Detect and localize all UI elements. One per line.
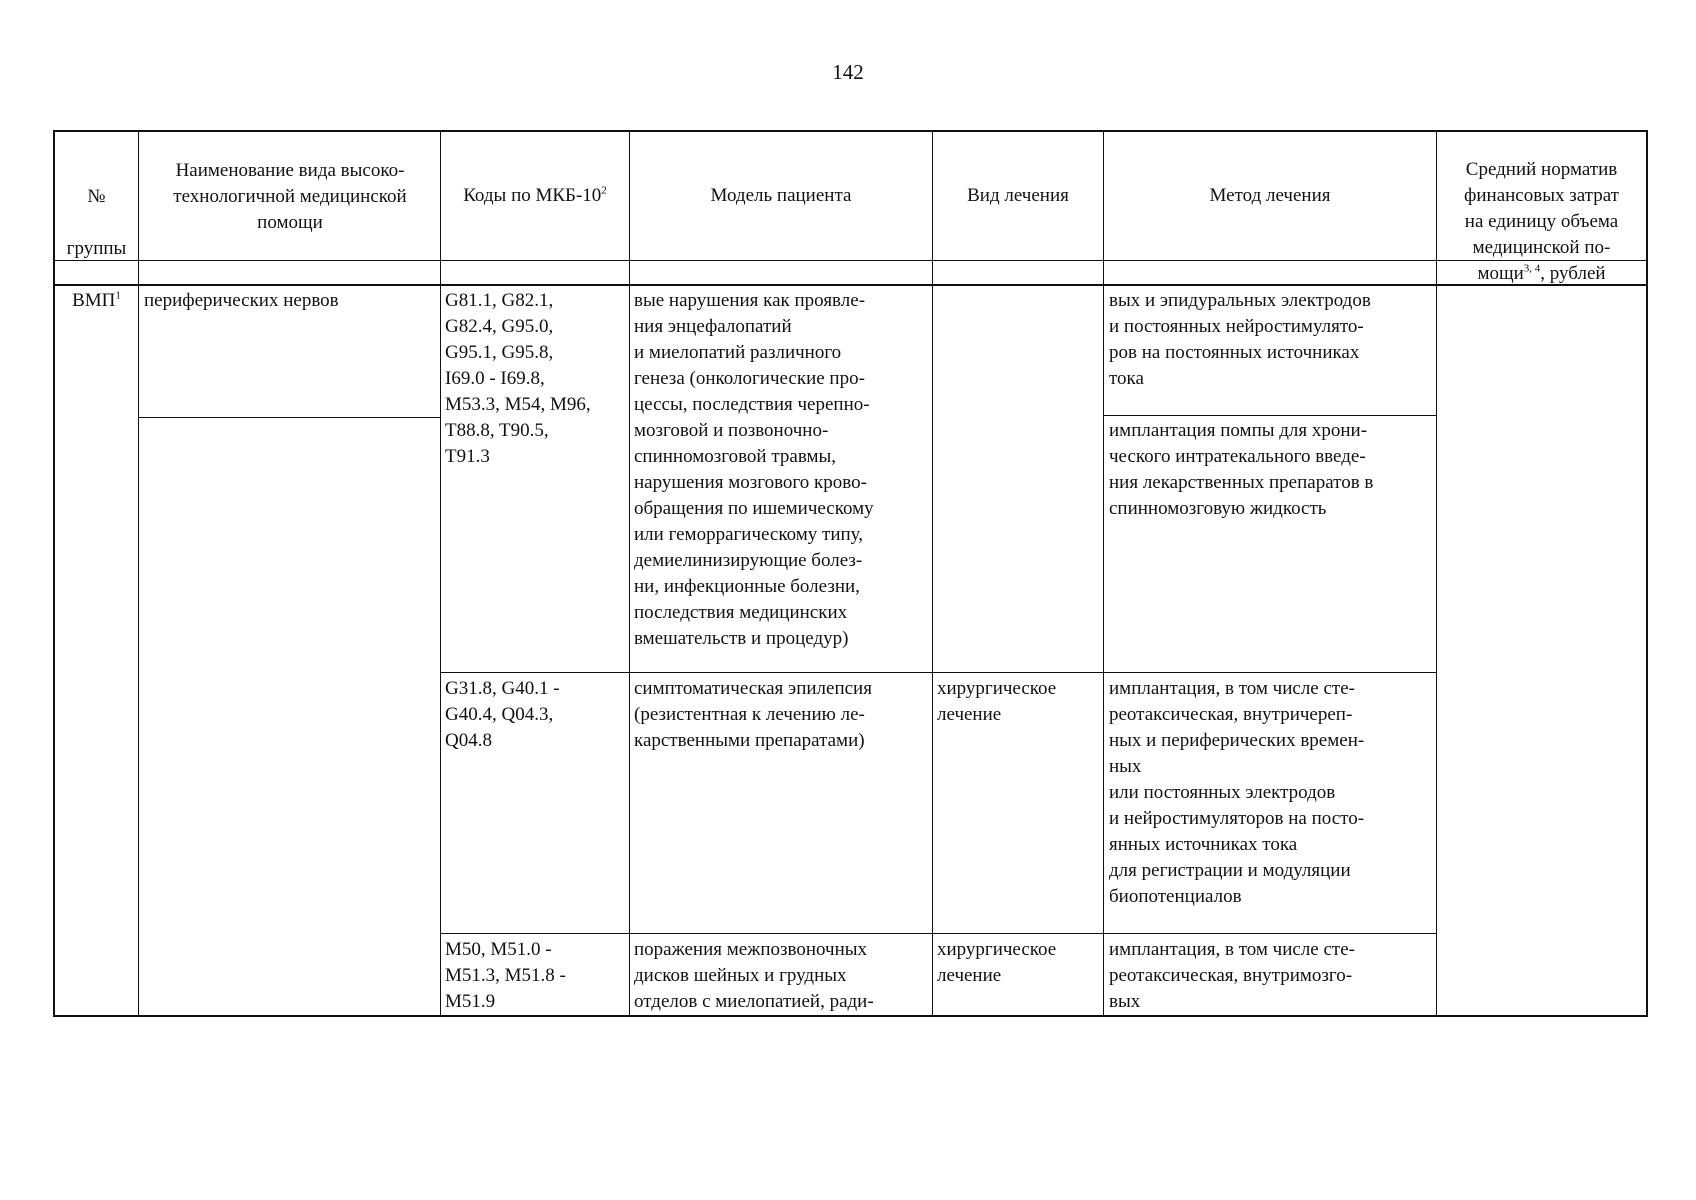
row2-treatment-method: имплантация, в том числе сте- реотаксическая, внутричереп- ных и периферических времен- ных или постоянных электродов и нейростимуляторов на посто- янных источниках тока для регистрации и модуляции биопотенциалов [1109, 678, 1365, 907]
col-sep-2 [440, 130, 441, 1016]
row3-treatment-method: имплантация, в том числе сте- реотаксическая, внутримозго- вых [1109, 939, 1355, 1012]
table-right-border [1646, 130, 1648, 1017]
header-average-cost [1437, 131, 1646, 287]
header-col7-tail: , рублей [1540, 263, 1606, 284]
row1-patient-model: вые нарушения как проявле- ния энцефалопатий и миелопатий различного генеза (онкологические про- цессы, последствия черепно- мозговой и позвоночно- спинномозговой травмы, нарушения мозгового крово- обращения по ишемическому или геморрагическому типу, демиелинизирующие болез- ни, инфекционные болезни, последствия медицинских вмешательств и процедур) [634, 290, 874, 649]
header-col3-text: Коды по МКБ-10 [463, 184, 602, 206]
col-sep-4 [932, 130, 933, 1016]
header-col3-footnote: 2 [601, 184, 607, 197]
col-sep-3 [629, 130, 630, 1016]
row2-patient-model: симптоматическая эпилепсия (резистентная к лечению ле- карственными препаратами) [634, 678, 872, 751]
header-treatment-method: Метод лечения [1209, 184, 1331, 206]
header-treatment-type: Вид лечения [967, 184, 1069, 206]
method-col-divider [1103, 415, 1436, 416]
header-col1-footnote: 1 [115, 289, 121, 302]
row1-method-a: вых и эпидуральных электродов и постоянных нейростимулято- ров на постоянных источниках тока [1109, 290, 1371, 389]
row3-icd-codes: M50, M51.0 - M51.3, M51.8 - M51.9 [445, 939, 566, 1012]
name-col-divider [138, 417, 440, 418]
body-top-line [53, 284, 1648, 286]
col-sep-5 [1103, 130, 1104, 1016]
row3-patient-model: поражения межпозвоночных дисков шейных и грудных отделов с миелопатией, ради- [634, 939, 874, 1012]
row3-top-line [440, 933, 1436, 934]
header-bottom-line [53, 260, 1648, 261]
row3-treatment-type: хирургическое лечение [937, 939, 1057, 986]
row2-icd-codes: G31.8, G40.1 - G40.4, Q04.3, Q04.8 [445, 678, 560, 751]
header-icd-codes [441, 131, 629, 260]
header-col7-footnote: 3, 4 [1523, 262, 1541, 275]
col-sep-1 [138, 130, 139, 1016]
row1-vmp-name: периферических нервов [144, 290, 339, 311]
row2-top-line [440, 672, 1436, 673]
page-number: 142 [832, 60, 864, 84]
header-col1-line2: группы [66, 238, 127, 259]
row1-method-b: имплантация помпы для хрони- ческого интратекального введе- ния лекарственных препаратов в спинномозговую жидкость [1109, 420, 1374, 519]
row1-icd-codes: G81.1, G82.1, G82.4, G95.0, G95.1, G95.8, I69.0 - I69.8, M53.3, M54, M96, T88.8, T90.5, T91.3 [445, 290, 591, 467]
table-bottom-border [53, 1015, 1648, 1017]
header-col1-line3: ВМП [72, 290, 116, 311]
header-col7-text: Средний норматив финансовых затрат на единицу объема медицинской по- мощи [1464, 159, 1619, 284]
header-col1-line1: № [87, 186, 106, 207]
header-patient-model: Модель пациента [710, 184, 852, 206]
row2-treatment-type: хирургическое лечение [937, 678, 1057, 725]
header-group-number [55, 158, 138, 314]
header-vmp-name: Наименование вида высоко- технологичной медицинской помощи [173, 160, 407, 233]
